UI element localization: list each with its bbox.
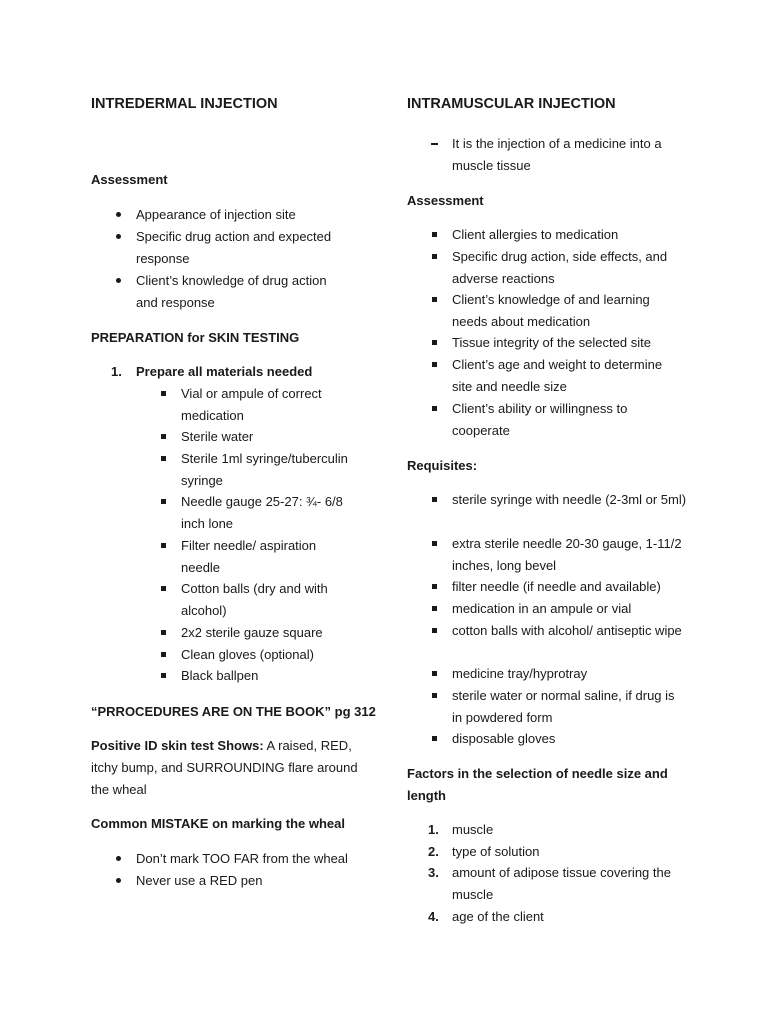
list-item: medication in an ampule or vial [452, 598, 687, 620]
list-item: Specific drug action, side effects, and adverse reactions [452, 246, 684, 290]
bullet-icon [116, 878, 121, 883]
square-bullet-icon [432, 736, 437, 741]
list-item: extra sterile needle 20-30 gauge, 1-11/2 inches, long bevel [452, 533, 687, 577]
bullet-icon [116, 278, 121, 283]
list-item: sterile syringe with needle (2-3ml or 5ml) [452, 489, 687, 511]
square-bullet-icon [432, 340, 437, 345]
list-item: disposable gloves [452, 728, 687, 750]
list-item: medicine tray/hyprotray [452, 663, 687, 685]
list-item: Black ballpen [181, 665, 356, 687]
factor-number: 1. [428, 822, 439, 837]
list-item: Needle gauge 25-27: ¾- 6/8 inch lone [181, 491, 356, 535]
square-bullet-icon [161, 652, 166, 657]
square-bullet-icon [161, 630, 166, 635]
square-bullet-icon [432, 497, 437, 502]
square-bullet-icon [161, 673, 166, 678]
list-item: Cotton balls (dry and with alcohol) [181, 578, 356, 622]
square-bullet-icon [432, 297, 437, 302]
list-item: Never use a RED pen [136, 870, 376, 892]
square-bullet-icon [432, 362, 437, 367]
positive-id-paragraph [91, 735, 363, 800]
bullet-icon [116, 234, 121, 239]
list-item: Clean gloves (optional) [181, 644, 356, 666]
positive-id-text: A raised, RED, itchy bump, and SURROUNDING flare around the wheal [91, 738, 358, 797]
square-bullet-icon [161, 391, 166, 396]
list-item: Client’s ability or willingness to cooperate [452, 398, 684, 442]
list-item: 1. muscle [452, 819, 682, 841]
list-item: cotton balls with alcohol/ antiseptic wipe [452, 620, 687, 642]
square-bullet-icon [432, 232, 437, 237]
list-item: Client’s knowledge of drug action and response [136, 270, 351, 314]
square-bullet-icon [432, 606, 437, 611]
list-item: Specific drug action and expected response [136, 226, 351, 270]
skin-testing-heading: PREPARATION for SKIN TESTING [91, 330, 300, 345]
square-bullet-icon [161, 434, 166, 439]
square-bullet-icon [432, 584, 437, 589]
list-item: Appearance of injection site [136, 204, 351, 226]
square-bullet-icon [161, 499, 166, 504]
bullet-icon [116, 856, 121, 861]
list-item: 3. amount of adipose tissue covering the muscle [452, 862, 682, 906]
factors-heading: Factors in the selection of needle size and length [407, 766, 668, 803]
definition-item: It is the injection of a medicine into a muscle tissue [452, 133, 677, 177]
step-number: 1. [111, 364, 122, 379]
list-item: Tissue integrity of the selected site [452, 332, 684, 354]
list-item: Client allergies to medication [452, 224, 684, 246]
square-bullet-icon [432, 406, 437, 411]
positive-id-label: Positive ID skin test Shows: [91, 738, 264, 753]
square-bullet-icon [432, 693, 437, 698]
list-item: Filter needle/ aspiration needle [181, 535, 356, 579]
factor-number: 4. [428, 909, 439, 924]
dash-bullet-icon [431, 143, 438, 145]
common-mistake-heading: Common MISTAKE on marking the wheal [91, 816, 346, 831]
prepare-materials-step: 1. Prepare all materials needed [136, 361, 366, 383]
square-bullet-icon [161, 456, 166, 461]
factor-number: 2. [428, 844, 439, 859]
list-item: Client’s knowledge of and learning needs about medication [452, 289, 684, 333]
bullet-icon [116, 212, 121, 217]
procedures-note: “PRROCEDURES ARE ON THE BOOK” pg 312 [91, 704, 376, 719]
list-item: 2x2 sterile gauze square [181, 622, 356, 644]
list-item: 2. type of solution [452, 841, 682, 863]
requisites-heading: Requisites: [407, 458, 478, 473]
square-bullet-icon [161, 543, 166, 548]
intradermal-assessment-heading: Assessment [91, 172, 168, 187]
list-item: 4. age of the client [452, 906, 682, 928]
square-bullet-icon [432, 254, 437, 259]
list-item: Sterile 1ml syringe/tuberculin syringe [181, 448, 356, 492]
list-item: Sterile water [181, 426, 356, 448]
list-item: Vial or ampule of correct medication [181, 383, 356, 427]
list-item: Client’s age and weight to determine site and needle size [452, 354, 684, 398]
square-bullet-icon [432, 628, 437, 633]
square-bullet-icon [432, 671, 437, 676]
list-item: Don’t mark TOO FAR from the wheal [136, 848, 376, 870]
intramuscular-assessment-heading: Assessment [407, 193, 484, 208]
square-bullet-icon [432, 541, 437, 546]
square-bullet-icon [161, 586, 166, 591]
intramuscular-title: INTRAMUSCULAR INJECTION [407, 96, 616, 112]
list-item: sterile water or normal saline, if drug is in powdered form [452, 685, 687, 729]
intradermal-title: INTREDERMAL INJECTION [91, 96, 278, 112]
list-item: filter needle (if needle and available) [452, 576, 697, 598]
factor-number: 3. [428, 865, 439, 880]
